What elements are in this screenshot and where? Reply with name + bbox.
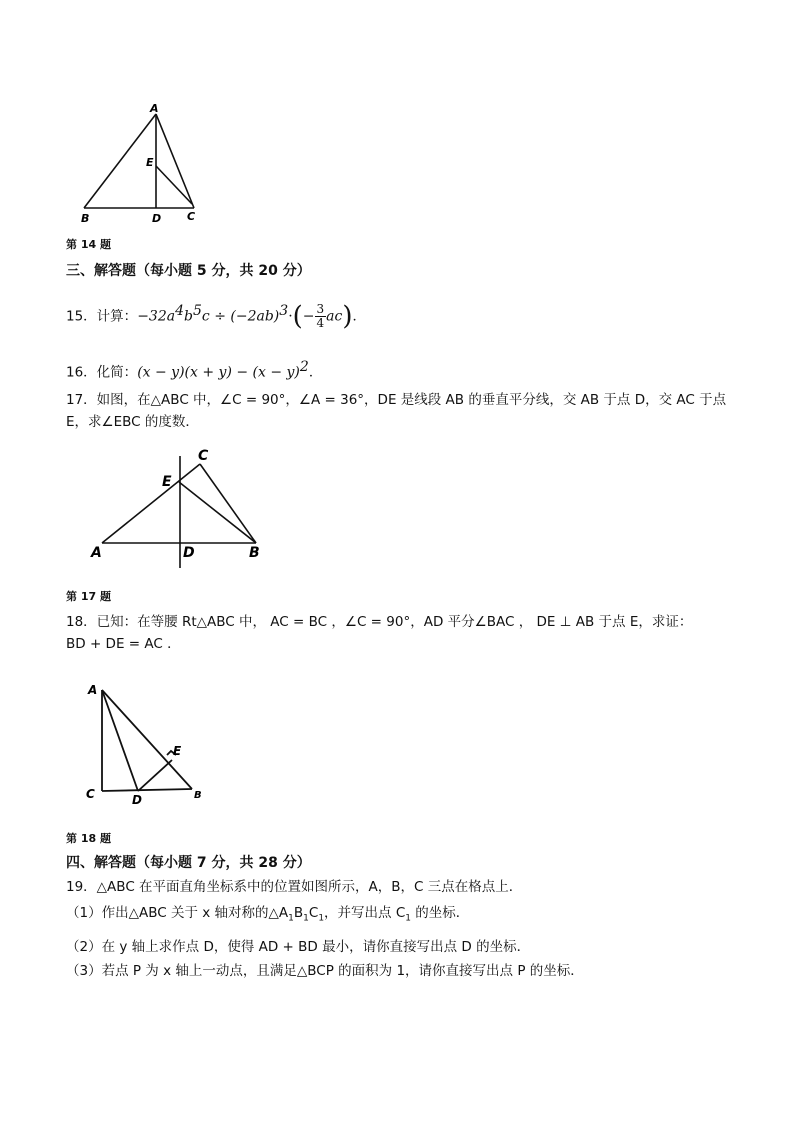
q15-term1: −32a xyxy=(137,308,176,325)
q15-numerator: 3 xyxy=(316,302,325,316)
q15-fraction xyxy=(315,303,327,330)
q17-line2: E，求∠EBC 的度数． xyxy=(66,414,199,430)
q19-p1-text-d: ，并写出点 C xyxy=(324,905,406,921)
q15-exp1: 4 xyxy=(175,303,185,319)
q15-dot: · xyxy=(288,308,293,325)
q15-term3: c ÷ xyxy=(201,308,231,325)
q16-exp: 2 xyxy=(299,359,309,375)
q16-end: ． xyxy=(308,364,323,381)
fig18-label-D: D xyxy=(132,793,142,807)
question-16 xyxy=(66,356,322,384)
fig17-label-D: D xyxy=(183,545,195,561)
section-4-title: 四、解答题（每小题 7 分，共 28 分） xyxy=(66,855,311,871)
q19-p1-text-c: C xyxy=(308,905,319,921)
figure-18-caption: 第 18 题 xyxy=(66,832,111,845)
q15-number: 15．计算： xyxy=(66,308,138,325)
q15-exp3: 3 xyxy=(279,303,289,319)
figure-17-caption: 第 17 题 xyxy=(66,590,111,603)
figure-14 xyxy=(70,100,210,225)
q18-line1: 18．已知：在等腰 Rt△ABC 中， AC = BC ，∠C = 90°，AD 平分∠BAC ， DE ⊥ AB 于点 E，求证： xyxy=(66,614,693,630)
question-19 xyxy=(66,876,746,982)
fig17-label-C: C xyxy=(198,448,209,464)
q19-part3: （3）若点 P 为 x 轴上一动点，且满足△BCP 的面积为 1，请你直接写出点 P 的坐标． xyxy=(66,962,584,979)
q19-p1-sub4: 1 xyxy=(405,913,411,924)
question-15: 15．计算：$-32a^4b^5c \div (-2ab)^3\cdot(-$ $\frac{3}{4}$ ac)． xyxy=(66,301,367,332)
q15-paren: (−2ab) xyxy=(230,308,280,325)
q19-intro: 19．△ABC 在平面直角坐标系中的位置如图所示，A，B，C 三点在格点上． xyxy=(66,879,523,895)
fig14-label-C: C xyxy=(187,210,196,223)
question-18 xyxy=(66,611,746,655)
figure-17 xyxy=(88,444,278,574)
q19-p1-sub1: 1 xyxy=(288,913,294,924)
fig17-label-B: B xyxy=(249,545,260,561)
q19-p1-sub3: 1 xyxy=(318,913,325,924)
q19-p1-sub2: 1 xyxy=(303,913,309,924)
fig14-label-E: E xyxy=(146,156,154,169)
q19-p1-text-e: 的坐标． xyxy=(411,905,470,921)
figure-18 xyxy=(80,680,210,810)
figure-14-caption: 第 14 题 xyxy=(66,238,111,251)
q15-tail: ac xyxy=(326,308,343,325)
fig17-label-E: E xyxy=(162,474,172,490)
question-17 xyxy=(66,389,746,433)
fig18-label-A: A xyxy=(88,683,98,697)
section-3-title: 三、解答题（每小题 5 分，共 20 分） xyxy=(66,263,311,279)
q15-denominator: 4 xyxy=(316,316,325,330)
q19-part2: （2）在 y 轴上求作点 D，使得 AD + BD 最小，请你直接写出点 D 的坐标． xyxy=(66,938,531,955)
fig18-label-B: B xyxy=(194,790,202,801)
q19-p1-text-a: （1）作出△ABC 关于 x 轴对称的△A xyxy=(66,905,289,921)
fig14-label-B: B xyxy=(81,212,90,225)
q16-expr: (x − y)(x + y) − (x − y) xyxy=(137,364,300,381)
q15-term2: b xyxy=(184,308,193,325)
q15-exp2: 5 xyxy=(192,303,202,319)
q15-end: ． xyxy=(352,308,367,325)
q19-part1 xyxy=(66,902,746,930)
q17-line1: 17．如图，在△ABC 中，∠C = 90°，∠A = 36°，DE 是线段 AB 的垂直平分线，交 AB 于点 D，交 AC 于点 xyxy=(66,392,727,408)
q15-neg: − xyxy=(302,308,315,325)
q16-number: 16．化简： xyxy=(66,364,138,381)
fig14-label-A: A xyxy=(150,102,159,115)
q18-line2: BD + DE = AC ． xyxy=(66,636,181,652)
fig18-label-C: C xyxy=(86,787,95,801)
fig17-label-A: A xyxy=(91,545,102,561)
fig18-label-E: E xyxy=(173,744,182,758)
fig14-label-D: D xyxy=(152,212,162,225)
q19-p1-text-b: B xyxy=(293,905,304,921)
